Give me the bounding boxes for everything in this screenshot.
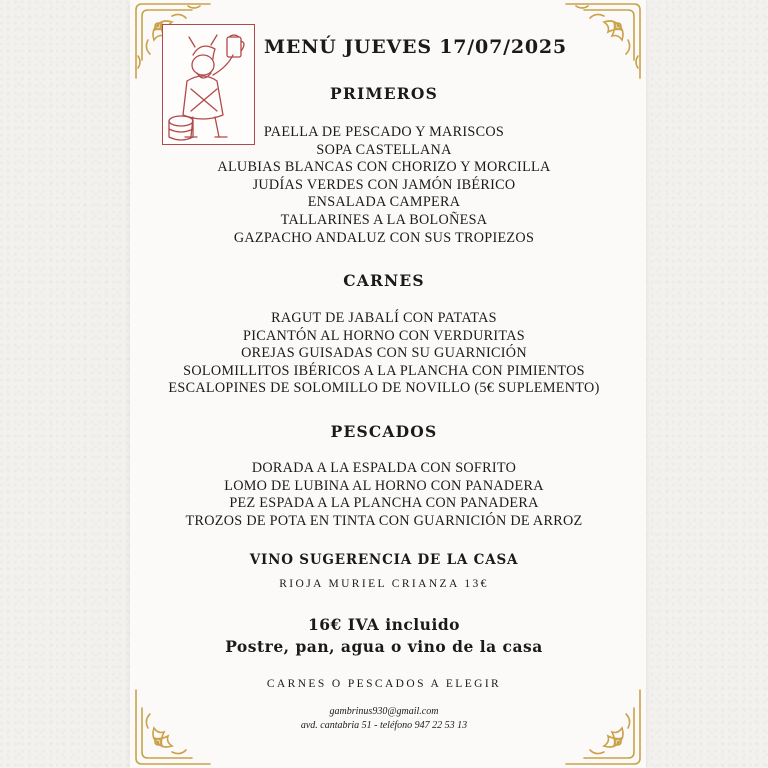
- list-item: RAGUT DE JABALÍ CON PATATAS: [271, 310, 497, 326]
- contact-email[interactable]: gambrinus930@gmail.com: [329, 706, 439, 717]
- section-heading-primeros: PRIMEROS: [330, 84, 438, 103]
- list-item: OREJAS GUISADAS CON SU GUARNICIÓN: [241, 345, 527, 362]
- list-item: ENSALADA CAMPERA: [307, 194, 461, 211]
- section-list-pescados: [130, 460, 638, 530]
- list-item: TROZOS DE POTA EN TINTA CON GUARNICIÓN DE ARROZ: [185, 512, 583, 529]
- price-includes: Postre, pan, agua o vino de la casa: [225, 637, 543, 656]
- list-item: LOMO DE LUBINA AL HORNO CON PANADERA: [224, 477, 544, 494]
- list-item: GAZPACHO ANDALUZ CON SUS TROPIEZOS: [233, 229, 535, 246]
- section-list-primeros: [130, 124, 638, 247]
- choice-note: CARNES O PESCADOS A ELEGIR: [266, 678, 502, 690]
- list-item: JUDÍAS VERDES CON JAMÓN IBÉRICO: [252, 176, 516, 193]
- list-item: TALLARINES A LA BOLOÑESA: [280, 211, 488, 228]
- section-heading-carnes: CARNES: [343, 271, 425, 290]
- list-item: ESCALOPINES DE SOLOMILLO DE NOVILLO (5€ SUPLEMENTO): [168, 380, 600, 397]
- section-heading-pescados: PESCADOS: [330, 422, 438, 441]
- list-item: PEZ ESPADA A LA PLANCHA CON PANADERA: [229, 495, 539, 512]
- wine-suggestion: RIOJA MURIEL CRIANZA 13€: [279, 578, 489, 590]
- list-item: SOLOMILLITOS IBÉRICOS A LA PLANCHA CON PIMIENTOS: [183, 362, 585, 379]
- section-list-carnes: [130, 310, 638, 398]
- list-item: SOPA CASTELLANA: [316, 141, 452, 158]
- list-item: DORADA A LA ESPALDA CON SOFRITO: [251, 460, 517, 476]
- corner-ornament-icon: [562, 0, 644, 82]
- price-line: 16€ IVA incluido: [307, 615, 461, 634]
- wine-heading: VINO SUGERENCIA DE LA CASA: [249, 552, 519, 568]
- list-item: PAELLA DE PESCADO Y MARISCOS: [263, 124, 505, 140]
- contact-address: avd. cantabria 51 - teléfono 947 22 53 13: [300, 720, 468, 731]
- menu-title: MENÚ JUEVES 17/07/2025: [264, 36, 567, 58]
- list-item: PICANTÓN AL HORNO CON VERDURITAS: [243, 327, 525, 344]
- list-item: ALUBIAS BLANCAS CON CHORIZO Y MORCILLA: [217, 159, 551, 176]
